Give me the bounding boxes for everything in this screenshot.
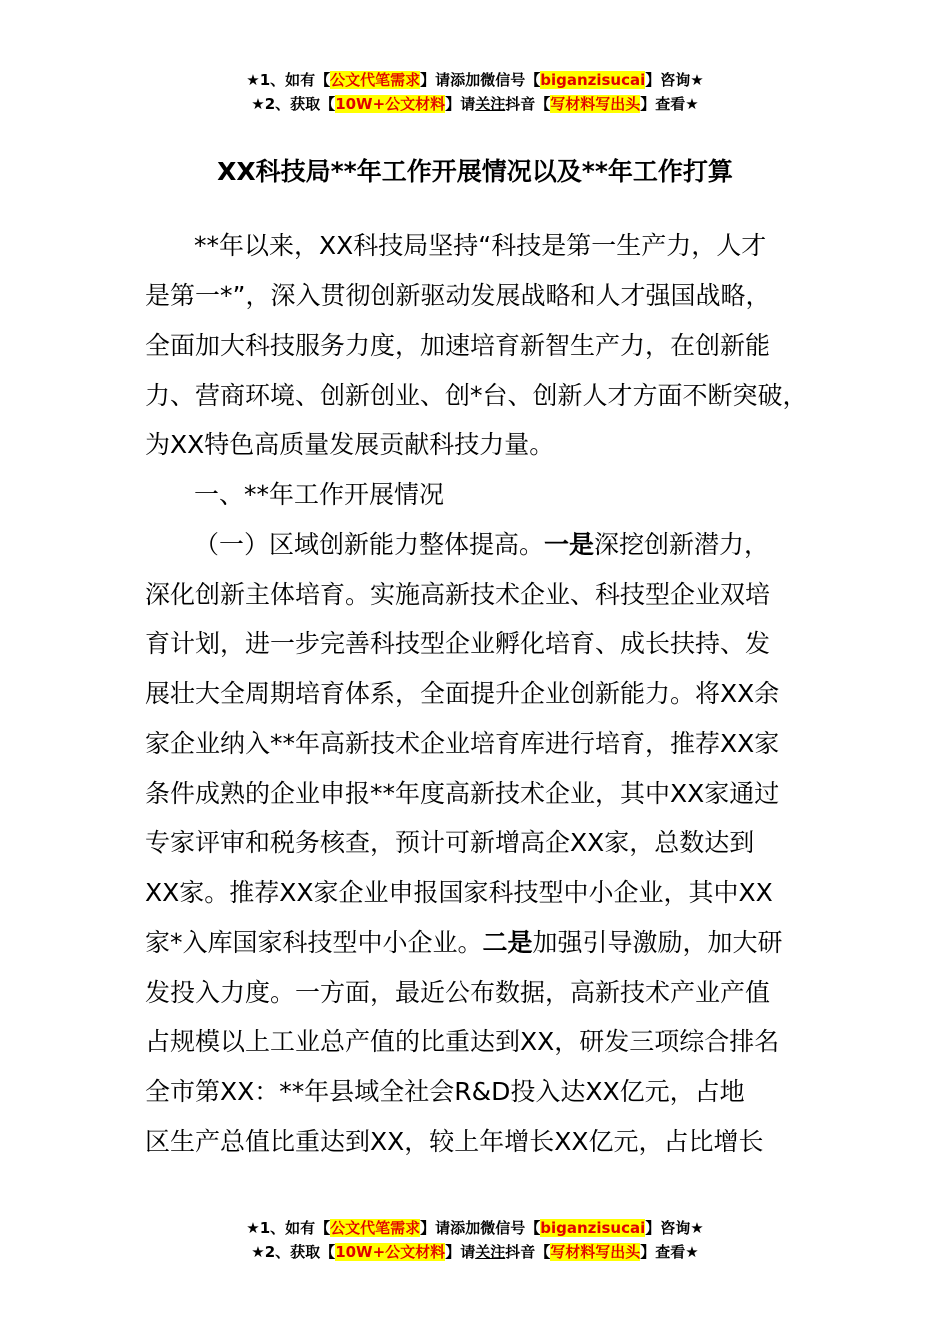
banner-text: ★1、如有【 bbox=[246, 71, 331, 89]
banner-text: ★1、如有【 bbox=[246, 1219, 331, 1237]
body-line: 深化创新主体培育。实施高新技术企业、科技型企业双培 bbox=[145, 580, 771, 609]
body-line: 全市第XX：**年县域全社会R&D投入达XX亿元，占地 bbox=[145, 1077, 745, 1106]
body-line bbox=[145, 923, 783, 963]
banner-highlight: 公文代笔需求 bbox=[330, 1219, 421, 1237]
body-line: 区生产总值比重达到XX，较上年增长XX亿元，占比增长 bbox=[145, 1127, 764, 1156]
banner-highlight: 写材料写出头 bbox=[550, 1243, 641, 1261]
top-banner bbox=[0, 68, 950, 116]
banner-text: 】查看★ bbox=[640, 95, 699, 113]
banner-text: 】查看★ bbox=[640, 1243, 699, 1261]
banner-highlight: 10W+公文材料 bbox=[335, 95, 446, 113]
banner-text: 】咨询★ bbox=[645, 71, 704, 89]
banner-text: 】请 bbox=[445, 95, 476, 113]
bold-marker: 二是 bbox=[482, 928, 533, 957]
banner-text: 】请添 bbox=[420, 1219, 466, 1237]
body-text: 家*入库国家科技型中小企业。 bbox=[145, 928, 483, 957]
bold-marker: 一是 bbox=[544, 530, 595, 559]
body-line: XX家。推荐XX家企业申报国家科技型中小企业，其中XX bbox=[145, 878, 773, 907]
banner-line-1 bbox=[0, 68, 950, 92]
body-text: 加强引导激励，加大研 bbox=[532, 928, 783, 957]
body-line: 占规模以上工业总产值的比重达到XX，研发三项综合排名 bbox=[145, 1027, 780, 1056]
body-line: 全面加大科技服务力度，加速培育新智生产力，在创新能 bbox=[145, 331, 771, 360]
banner-highlight: 公文代笔需求 bbox=[330, 71, 421, 89]
banner-text: 抖音【 bbox=[505, 1243, 551, 1261]
banner-line-2 bbox=[0, 1240, 950, 1264]
body-line: 是第一*”，深入贯彻创新驱动发展战略和人才强国战略， bbox=[145, 281, 771, 310]
bottom-banner bbox=[0, 1216, 950, 1264]
subsection-heading: （一）区域创新能力整体提高。 bbox=[194, 530, 545, 559]
banner-text: 】请添 bbox=[420, 71, 466, 89]
banner-text: 】咨询★ bbox=[645, 1219, 704, 1237]
banner-highlight: 10W+公文材料 bbox=[335, 1243, 446, 1261]
body-line: 条件成熟的企业申报**年度高新技术企业，其中XX家通过 bbox=[145, 779, 780, 808]
banner-text: 微信号【 bbox=[480, 1219, 541, 1237]
body-text: 深挖创新潜力， bbox=[594, 530, 770, 559]
body-line: 家企业纳入**年高新技术企业培育库进行培育，推荐XX家 bbox=[145, 729, 780, 758]
banner-line-2 bbox=[0, 92, 950, 116]
body-line: 发投入力度。一方面，最近公布数据，高新技术产业产值 bbox=[145, 978, 771, 1007]
body-line: 力、营商环境、创新创业、创*台、创新人才方面不断突破， bbox=[145, 381, 808, 410]
banner-emphasis: 加 bbox=[465, 1219, 481, 1237]
banner-text: ★2、获取【 bbox=[251, 1243, 336, 1261]
body-line: 专家评审和税务核查，预计可新增高企XX家，总数达到 bbox=[145, 828, 755, 857]
banner-highlight: biganzisucai bbox=[540, 1219, 646, 1237]
body-line: **年以来，XX科技局坚持“科技是第一生产力，人才 bbox=[194, 231, 767, 260]
banner-text: 抖音【 bbox=[505, 95, 551, 113]
body-line: 展壮大全周期培育体系，全面提升企业创新能力。将XX余 bbox=[145, 679, 780, 708]
document-title: XX科技局**年工作开展情况以及**年工作打算 bbox=[217, 157, 733, 186]
banner-line-1 bbox=[0, 1216, 950, 1240]
banner-emphasis: 关注 bbox=[475, 1243, 506, 1261]
banner-text: ★2、获取【 bbox=[251, 95, 336, 113]
body-line: 为XX特色高质量发展贡献科技力量。 bbox=[145, 430, 555, 459]
body-line bbox=[194, 525, 769, 565]
banner-highlight: 写材料写出头 bbox=[550, 95, 641, 113]
banner-text: 】请 bbox=[445, 1243, 476, 1261]
section-heading: 一、**年工作开展情况 bbox=[194, 480, 445, 509]
body-line: 育计划，进一步完善科技型企业孵化培育、成长扶持、发 bbox=[145, 629, 771, 658]
banner-emphasis: 加 bbox=[465, 71, 481, 89]
banner-emphasis: 关注 bbox=[475, 95, 506, 113]
banner-text: 微信号【 bbox=[480, 71, 541, 89]
banner-highlight: biganzisucai bbox=[540, 71, 646, 89]
